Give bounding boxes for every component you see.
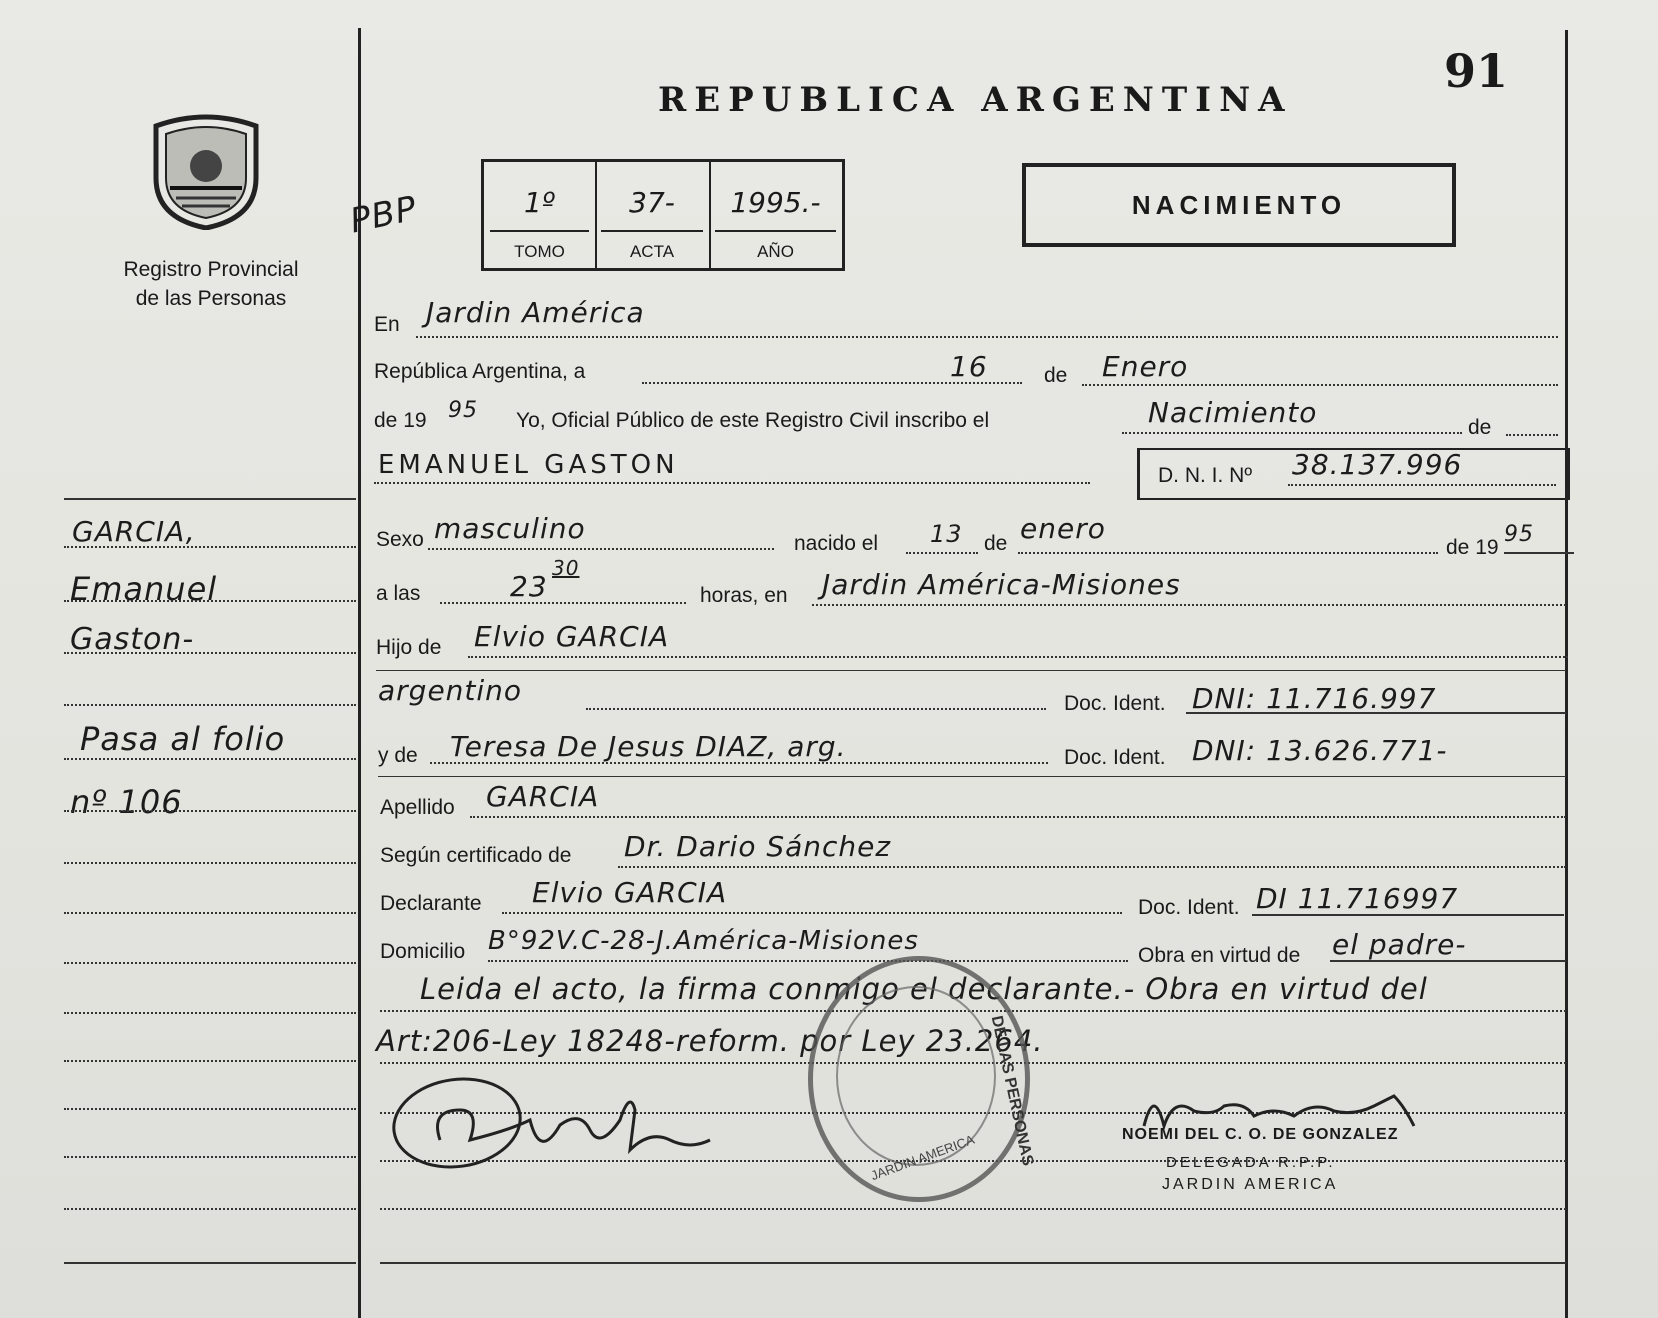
month-value: Enero [1102,350,1189,383]
en-value: Jardin América [426,296,645,329]
tomo-cell [484,162,597,268]
padre-value: Elvio GARCIA [474,620,670,653]
official-place: JARDIN AMERICA [1162,1176,1339,1193]
sexo-value: masculino [434,512,586,545]
madre-doc: DNI: 13.626.771- [1192,734,1448,767]
province-seal-icon [146,108,266,230]
texto-line-2: Art:206-Ley 18248-reform. por Ley 23.264. [376,1024,1044,1058]
margin-line [64,600,356,602]
madre-doc-label: Doc. Ident. [1064,746,1166,769]
apellido-label: Apellido [380,796,455,819]
nacido-year: 95 [1504,522,1534,547]
margin-line [64,546,356,548]
anio-line [715,230,836,232]
segun-value: Dr. Dario Sánchez [624,830,892,863]
declarante-value: Elvio GARCIA [532,876,728,909]
nacido-day: 13 [930,520,963,548]
year-suffix: 95 [448,398,478,423]
margin-line [64,1012,356,1014]
obra-line [1330,960,1566,962]
name-line [374,482,1090,484]
right-margin-rule [1565,30,1568,1318]
en-line [416,336,1558,338]
declarante-label: Declarante [380,892,482,915]
de-end-line [1506,434,1558,436]
padre-doc-line [1186,712,1566,714]
margin-line [64,1208,356,1210]
obra-value: el padre- [1332,928,1467,961]
padre-nacionalidad: argentino [378,674,523,707]
margin-line [64,1156,356,1158]
official-signature-icon [1134,1076,1434,1161]
registry-line-1: Registro Provincial [123,258,299,281]
apellido-value: GARCIA [486,780,600,813]
obra-label: Obra en virtud de [1138,944,1301,967]
madre-line [430,762,1048,764]
padre-doc: DNI: 11.716.997 [1192,682,1437,715]
horas-label: horas, en [700,584,788,607]
declarante-doc-label: Doc. Ident. [1138,896,1240,919]
dni-box [1137,448,1570,500]
hijo-label: Hijo de [376,636,442,659]
acta-label: ACTA [629,242,675,261]
acta-line [601,230,703,232]
tomo-value: 1º [523,186,555,219]
bottom-rule [380,1262,1566,1264]
margin-bottom-rule [64,1262,356,1264]
margin-line [64,652,356,654]
margin-note-5: nº 106 [70,783,183,821]
nacido-label: nacido el [794,532,879,555]
anio-label: AÑO [757,242,794,261]
lugar-value: Jardin América-Misiones [822,568,1181,601]
dni-label: D. N. I. Nº [1158,464,1253,487]
record-box [481,159,845,271]
official-title: DELEGADA R.P.P. [1166,1154,1336,1171]
minutos-value: 30 [552,556,580,580]
nacido-de-label: de [984,532,1008,555]
domicilio-line [488,960,1128,962]
inscribo-value: Nacimiento [1148,396,1318,429]
de-label: de [1044,364,1068,387]
acta-cell [595,162,711,268]
stamp-bottom-text: JARDIN AMERICA [868,1131,977,1184]
declarante-line [502,912,1122,914]
day-value: 16 [950,350,988,383]
tomo-label: TOMO [514,242,565,261]
republica-label: República Argentina, a [374,360,586,383]
padre-doc-label: Doc. Ident. [1064,692,1166,715]
margin-note-4: Pasa al folio [80,720,286,758]
dni-line [1288,484,1556,486]
en-label: En [374,313,400,336]
margin-line [64,962,356,964]
nacido-month: enero [1020,512,1106,545]
ydev-label: y de [378,744,418,767]
inscribo-label: Yo, Oficial Público de este Registro Civil inscribo el [516,409,990,432]
lugar-line [812,604,1566,606]
sexo-label: Sexo [376,528,424,551]
domicilio-label: Domicilio [380,940,466,963]
margin-note-1: GARCIA, [72,515,196,548]
margin-line [64,704,356,706]
padre-line [468,656,1568,658]
hora-line [440,602,686,604]
alas-label: a las [376,582,421,605]
texto-line-1: Leida el acto, la firma conmigo el declarante.- Obra en virtud del [420,972,1428,1006]
nacido-de19-label: de 19 [1446,536,1499,559]
acta-value: 37- [629,186,675,219]
nacido-year-line [1504,552,1574,554]
declarant-signature-icon [420,1070,740,1175]
margin-note-2: Emanuel [70,570,218,608]
page-number: 91 [1444,44,1509,98]
margin-line [64,912,356,914]
hora-value: 23 [510,570,548,603]
de19-label: de 19 [374,409,427,432]
segun-label: Según certificado de [380,844,572,867]
month-line [1082,384,1558,386]
sexo-line [428,548,774,550]
margin-line [64,758,356,760]
margin-line [64,1060,356,1062]
padre-underline [376,670,1566,671]
padre-nac-line [586,708,1046,710]
apellido-line [470,816,1566,818]
declarante-doc-line [1252,914,1564,916]
initials-signature: PBP [346,188,421,242]
margin-line [64,862,356,864]
nacido-day-line [906,552,978,554]
margin-top-rule [64,498,356,500]
madre-underline [378,776,1566,777]
margin-line [64,810,356,812]
dni-value: 38.137.996 [1292,448,1463,481]
margin-line [64,1108,356,1110]
anio-cell [709,162,842,268]
tomo-line [490,230,589,232]
country-title: REPUBLICA ARGENTINA [658,80,1293,120]
registry-name [96,255,326,313]
madre-value: Teresa De Jesus DIAZ, arg. [450,730,847,763]
declarante-doc: DI 11.716997 [1256,882,1459,915]
stamp-right-text: DE LAS PERSONAS [987,1014,1037,1168]
domicilio-value: B°92V.C-28-J.América-Misiones [488,926,919,956]
registry-line-2: de las Personas [135,287,287,310]
inscribo-line [1122,432,1462,434]
segun-line [618,866,1566,868]
de-end-label: de [1468,416,1492,439]
anio-value: 1995.- [730,186,821,219]
margin-note-3: Gaston- [70,622,195,657]
nacido-month-line [1018,552,1438,554]
blank-line [380,1208,1566,1210]
official-name: NOEMI DEL C. O. DE GONZALEZ [1122,1126,1399,1143]
certificate-type-box: NACIMIENTO [1022,163,1456,247]
name-value: EMANUEL GASTON [378,450,679,480]
